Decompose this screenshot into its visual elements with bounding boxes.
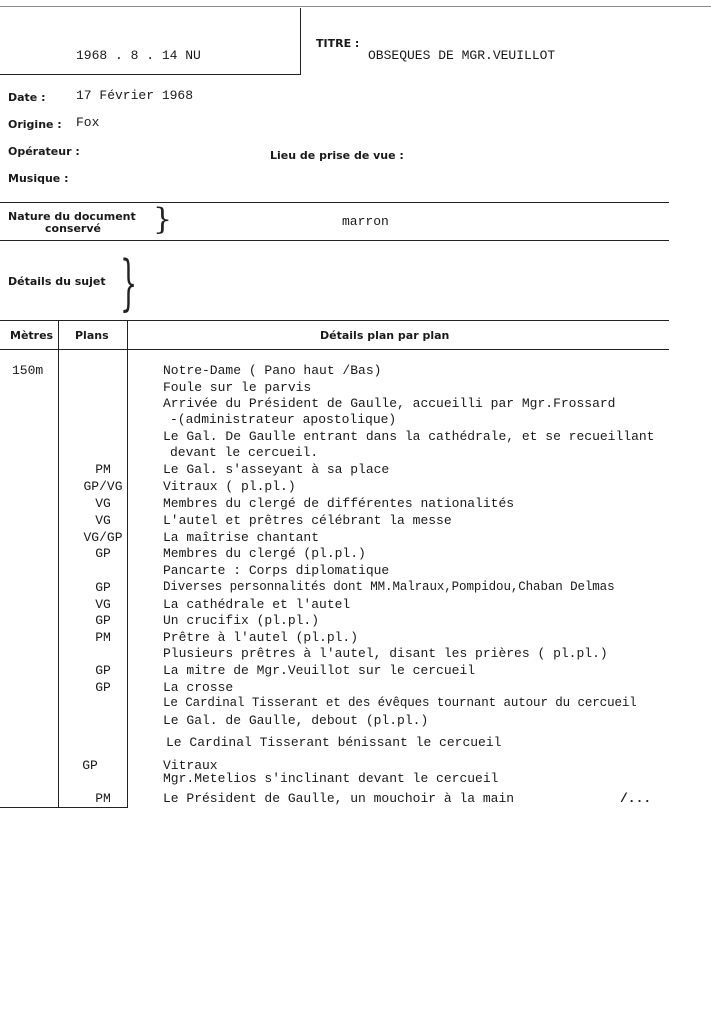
- details-cell: Vitraux: [163, 758, 218, 773]
- plans-cell: GP: [95, 680, 111, 695]
- table-row: [0, 363, 711, 380]
- details-cell: Foule sur le parvis: [163, 380, 312, 395]
- plans-cell: GP: [95, 613, 111, 628]
- nature-top-rule: [0, 202, 669, 203]
- table-header-rule: [0, 349, 669, 350]
- table-row: [0, 445, 711, 462]
- origine-label: Origine :: [8, 118, 62, 131]
- table-row: [0, 630, 711, 647]
- origine-value: Fox: [76, 115, 100, 130]
- table-row: [0, 580, 711, 597]
- plans-cell: GP: [95, 580, 111, 595]
- table-row: [0, 530, 711, 547]
- details-cell: Le Cardinal Tisserant bénissant le cercueil: [166, 735, 502, 750]
- date-label: Date :: [8, 91, 46, 104]
- plans-cell: GP: [95, 546, 111, 561]
- nature-value: marron: [342, 214, 389, 229]
- details-cell: Le Président de Gaulle, un mouchoir à la main: [163, 791, 515, 806]
- details-cell: Pancarte : Corps diplomatique: [163, 563, 390, 578]
- details-cell: devant le cercueil.: [170, 445, 319, 460]
- table-row: [0, 479, 711, 496]
- table-row: [0, 735, 711, 752]
- details-sujet-brace: }: [120, 248, 138, 318]
- details-cell: La crosse: [163, 680, 234, 695]
- plans-cell: PM: [95, 462, 111, 477]
- nature-brace: }: [153, 202, 173, 237]
- header-divider: [300, 8, 301, 74]
- table-row: [0, 646, 711, 663]
- table-row: [0, 496, 711, 513]
- metres-cell: 150m: [12, 363, 44, 378]
- table-row: [0, 429, 711, 446]
- details-cell: Mgr.Metelios s'inclinant devant le cercueil: [163, 771, 499, 786]
- table-row: [0, 380, 711, 397]
- table-row: [0, 613, 711, 630]
- lieu-label: Lieu de prise de vue :: [270, 149, 404, 162]
- details-cell: Arrivée du Président de Gaulle, accueilli par Mgr.Frossard: [163, 396, 616, 411]
- col-header-details: Détails plan par plan: [320, 329, 450, 342]
- table-row: [0, 771, 711, 788]
- operateur-label: Opérateur :: [8, 145, 80, 158]
- details-cell: L'autel et prêtres célébrant la messe: [163, 513, 452, 528]
- table-row: [0, 597, 711, 614]
- header-bottom-rule: [0, 74, 301, 75]
- table-row: [0, 412, 711, 429]
- details-cell: La cathédrale et l'autel: [163, 597, 351, 612]
- table-top-rule: [0, 320, 669, 321]
- table-row: [0, 680, 711, 697]
- col-header-plans: Plans: [75, 329, 109, 342]
- nature-label-line2: conservé: [45, 222, 101, 235]
- plans-cell: VG: [95, 513, 111, 528]
- table-row: [0, 663, 711, 680]
- continuation-mark: /...: [620, 791, 652, 806]
- plans-cell: PM: [95, 630, 111, 645]
- table-row: [0, 563, 711, 580]
- table-row: [0, 462, 711, 479]
- top-edge: [0, 6, 711, 7]
- musique-label: Musique :: [8, 172, 69, 185]
- nature-label-line1: Nature du document: [8, 210, 136, 223]
- plans-cell: VG: [95, 597, 111, 612]
- plans-cell: VG/GP: [83, 530, 123, 545]
- titre-label: TITRE :: [316, 37, 360, 50]
- details-cell: Le Gal. de Gaulle, debout (pl.pl.): [163, 713, 429, 728]
- nature-bottom-rule: [0, 240, 669, 241]
- plans-cell: GP: [82, 758, 98, 773]
- details-cell: Un crucifix (pl.pl.): [163, 613, 320, 628]
- details-cell: Membres du clergé de différentes nationalités: [163, 496, 515, 511]
- table-row: [0, 546, 711, 563]
- document-title: OBSEQUES DE MGR.VEUILLOT: [368, 48, 556, 63]
- plans-cell: VG: [95, 496, 111, 511]
- details-cell: Notre-Dame ( Pano haut /Bas): [163, 363, 382, 378]
- table-row: [0, 791, 711, 808]
- plans-cell: GP: [95, 663, 111, 678]
- table-row: [0, 713, 711, 730]
- details-cell: Prêtre à l'autel (pl.pl.): [163, 630, 359, 645]
- table-row: [0, 696, 711, 713]
- details-cell: Le Gal. s'asseyant à sa place: [163, 462, 390, 477]
- details-cell: -(administrateur apostolique): [170, 412, 397, 427]
- details-cell: Diverses personnalités dont MM.Malraux,Pompidou,Chaban Delmas: [163, 580, 615, 594]
- plans-cell: PM: [95, 791, 111, 806]
- details-cell: Plusieurs prêtres à l'autel, disant les prières ( pl.pl.): [163, 646, 608, 661]
- details-sujet-label: Détails du sujet: [8, 275, 106, 288]
- details-cell: Vitraux ( pl.pl.): [163, 479, 296, 494]
- document-reference: 1968 . 8 . 14 NU: [76, 48, 201, 63]
- details-cell: La mitre de Mgr.Veuillot sur le cercueil: [163, 663, 476, 678]
- details-cell: Le Cardinal Tisserant et des évêques tournant autour du cercueil: [163, 696, 637, 710]
- details-cell: Le Gal. De Gaulle entrant dans la cathédrale, et se recueillant: [163, 429, 655, 444]
- col-header-metres: Mètres: [10, 329, 54, 342]
- details-cell: La maîtrise chantant: [163, 530, 320, 545]
- table-row: [0, 513, 711, 530]
- plans-cell: GP/VG: [83, 479, 123, 494]
- date-value: 17 Février 1968: [76, 88, 194, 103]
- table-row: [0, 396, 711, 413]
- details-cell: Membres du clergé (pl.pl.): [163, 546, 366, 561]
